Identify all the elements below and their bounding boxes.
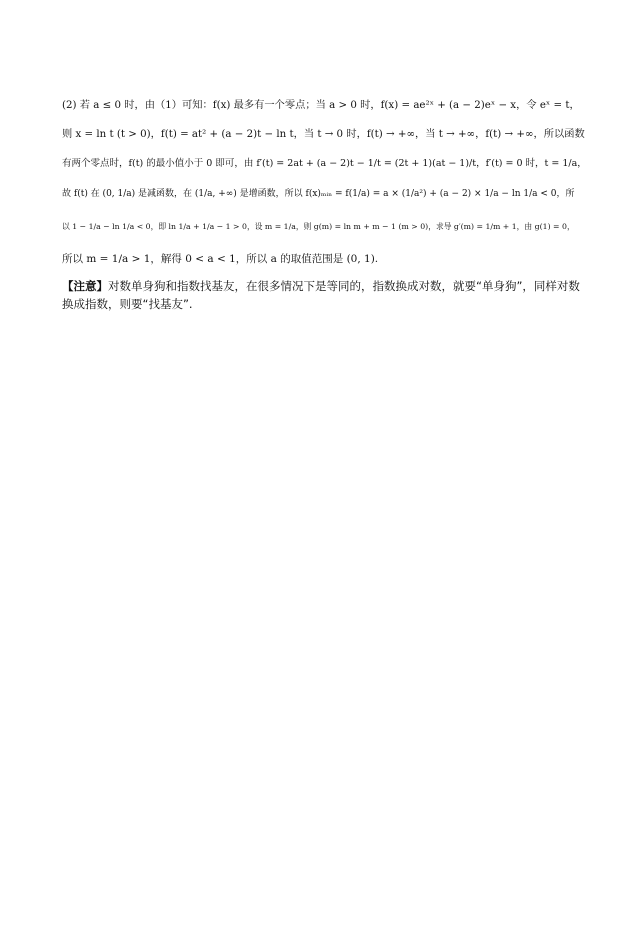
- solution-text: (2) 若 a ≤ 0 时，由（1）可知：f(x) 最多有一个零点；当 a > 0 时，f(x) = ae²ˣ + (a − 2)eˣ − x，令 eˣ = t，: [62, 99, 580, 111]
- note-line-1: [62, 277, 587, 295]
- solution-line-2: [62, 127, 587, 141]
- solution-line-5: [62, 220, 587, 234]
- solution-line-4: [62, 187, 587, 201]
- note-tag: 【注意】: [62, 279, 108, 293]
- solution-text: 有两个零点时，f(t) 的最小值小于 0 即可，由 f′(t) = 2at + (a − 2)t − 1/t = (2t + 1)(at − 1)/t，f′(t) = 0 时，t = 1/a，: [62, 158, 587, 169]
- solution-text: 所以 m = 1/a > 1，解得 0 < a < 1，所以 a 的取值范围是 (0, 1).: [62, 253, 379, 265]
- solution-text: 故 f(t) 在 (0, 1/a) 是减函数，在 (1/a, +∞) 是增函数，所以 f(x)ₘᵢₙ = f(1/a) = a × (1/a²) + (a − 2) × 1/a − ln 1/a < 0，所: [62, 189, 575, 199]
- solution-line-1: [62, 98, 587, 112]
- solution-text: 以 1 − 1/a − ln 1/a < 0，即 ln 1/a + 1/a − 1 > 0，设 m = 1/a，则 g(m) = ln m + m − 1 (m > 0)，求导 g′(m) = 1/m + 1，由 g(1) = 0，: [62, 222, 575, 231]
- note-text-2: 换成指数，则要“找基友”.: [62, 297, 193, 311]
- solution-line-3: [62, 157, 587, 171]
- note-paragraph: [62, 277, 587, 313]
- solution-text: 则 x = ln t (t > 0)，f(t) = at² + (a − 2)t − ln t，当 t → 0 时，f(t) → +∞，当 t → +∞，f(t) → +∞，所以函数: [62, 128, 585, 140]
- note-line-2: [62, 295, 587, 313]
- note-text-1: 对数单身狗和指数找基友，在很多情况下是等同的，指数换成对数，就要“单身狗”，同样对数: [108, 279, 580, 293]
- solution-line-6: [62, 252, 587, 266]
